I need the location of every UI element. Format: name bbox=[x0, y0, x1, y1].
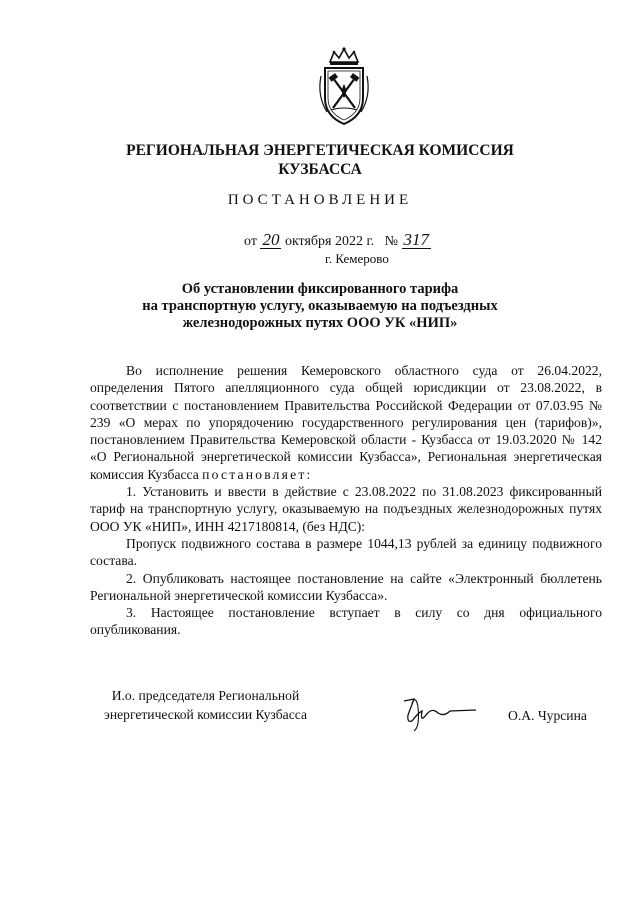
title-line-2: на транспортную услугу, оказываемую на подъездных bbox=[142, 298, 498, 314]
date-prefix: от bbox=[244, 234, 257, 249]
organization-name-line-1: РЕГИОНАЛЬНАЯ ЭНЕРГЕТИЧЕСКАЯ КОМИССИЯ bbox=[126, 142, 514, 159]
item-3: 3. Настоящее постановление вступает в силу со дня официального опубликования. bbox=[90, 605, 602, 638]
item-2: 2. Опубликовать настоящее постановление на сайте «Электронный бюллетень Региональной энергетической комиссии Кузбасса». bbox=[90, 570, 602, 603]
date-rest: октября 2022 г. bbox=[284, 234, 375, 249]
position-line-1: И.о. председателя Региональной bbox=[111, 688, 300, 703]
handwritten-signature bbox=[398, 693, 480, 733]
document-body bbox=[90, 362, 602, 639]
intro-text: Во исполнение решения Кемеровского областного суда от 26.04.2022, определения Пятого апелляционного суда общей юрисдикции от 23.08.2022, в соответствии с постановлением Правительства Российской Федерации от 07.03.95 № 239 «О мерах по упорядочению государственного регулирования цен (тарифов)», постановлением Правительства Кемеровской области - Кузбасса от 19.03.2020 № 142 «О Региональной энергетической комиссии Кузбасса», Региональная энергетическая комиссия Кузбасса bbox=[90, 363, 602, 482]
document-title bbox=[0, 281, 640, 332]
intro-verb: постановляет: bbox=[202, 466, 313, 482]
city: г. Кемерово bbox=[325, 251, 389, 266]
item-1-detail: Пропуск подвижного состава в размере 1044,13 рублей за единицу подвижного состава. bbox=[90, 535, 602, 569]
date-number-line bbox=[244, 232, 431, 250]
organization-name-line-2: КУЗБАССА bbox=[278, 161, 362, 178]
coat-of-arms-icon bbox=[313, 46, 375, 128]
date-day-handwritten: 20 bbox=[262, 230, 280, 249]
item-1: 1. Установить и ввести в действие с 23.08.2022 по 31.08.2023 фиксированный тариф на транспортную услугу, оказываемую на подъездных железнодорожных путях ООО УК «НИП», ИНН 4217180814, (без НДС): bbox=[90, 484, 602, 534]
document-type-heading: ПОСТАНОВЛЕНИЕ bbox=[227, 192, 413, 208]
title-line-3: железнодорожных путях ООО УК «НИП» bbox=[182, 315, 458, 331]
signatory-position bbox=[104, 686, 307, 724]
signatory-name: О.А. Чурсина bbox=[508, 708, 587, 723]
position-line-2: энергетической комиссии Кузбасса bbox=[104, 707, 307, 722]
document-number-handwritten: 317 bbox=[403, 230, 430, 249]
intro-paragraph bbox=[90, 362, 602, 483]
number-prefix: № bbox=[384, 234, 399, 249]
title-line-1: Об установлении фиксированного тарифа bbox=[181, 281, 459, 297]
